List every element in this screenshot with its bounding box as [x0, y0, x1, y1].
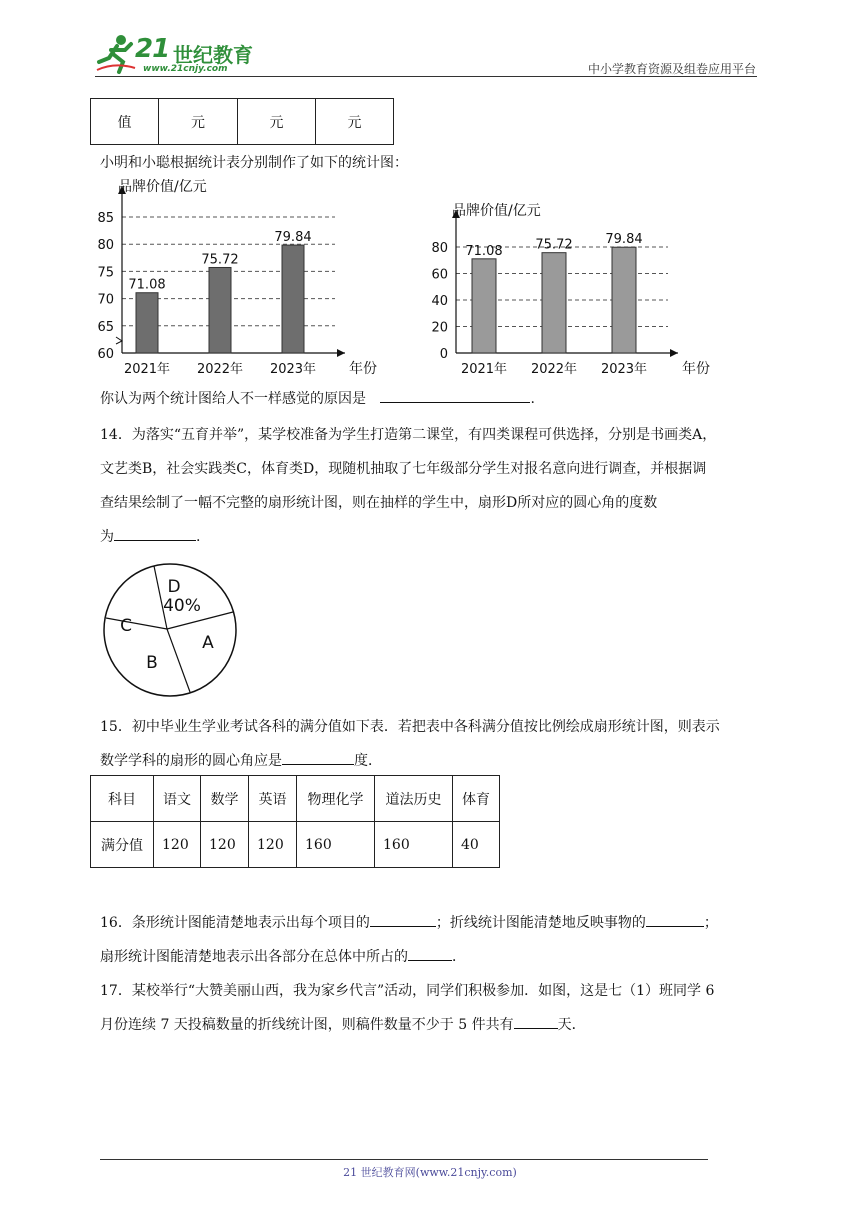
x-tick-label: 2021年 [123, 362, 171, 377]
q14-line3: 查结果绘制了一幅不完整的扇形统计图，则在抽样的学生中，扇形D所对应的圆心角的度数 [100, 495, 658, 511]
q15-line2-text: 数学学科的扇形的圆心角应是 [100, 753, 282, 769]
data-label: 71.08 [465, 243, 503, 259]
slice-percent-d: 40% [163, 596, 201, 616]
q15-line1: 15．初中毕业生学业考试各科的满分值如下表．若把表中各科满分值按比例绘成扇形统计图，则表示 [100, 719, 720, 735]
answer-blank[interactable] [514, 1014, 558, 1029]
y-tick-label: 80 [97, 238, 114, 254]
axis-break [116, 337, 122, 344]
data-label: 75.72 [535, 237, 573, 253]
data-label: 75.72 [201, 252, 239, 268]
answer-blank[interactable] [380, 388, 530, 403]
table-cell: 元 [159, 99, 238, 145]
y-tick-label: 65 [97, 319, 114, 335]
footer-text: 21 世纪教育网(www.21cnjy.com) [343, 1166, 517, 1179]
q16-line2 [100, 946, 466, 966]
platform-title: 中小学教育资源及组卷应用平台 [587, 62, 756, 76]
runner-icon [95, 32, 137, 76]
bar [209, 267, 231, 353]
table-cell: 英语 [249, 776, 297, 822]
q16-line2-b: ． [452, 949, 466, 965]
q17-line2 [100, 1014, 586, 1034]
x-axis-label: 年份 [349, 361, 377, 377]
table-cell: 科目 [91, 776, 154, 822]
q14-line4: 为 . [100, 526, 200, 546]
table-cell: 元 [316, 99, 394, 145]
table-cell: 道法历史 [375, 776, 453, 822]
y-axis-label: 品牌价值/亿元 [118, 179, 207, 195]
x-tick-label: 2022年 [196, 362, 244, 377]
q15-line2-suffix: 度． [354, 753, 382, 769]
q15-line2 [100, 750, 382, 770]
logo-url: www.21cnjy.com [143, 64, 228, 74]
slice-label-b: B [146, 653, 158, 673]
table-cell: 物理化学 [297, 776, 375, 822]
bar [282, 245, 304, 353]
answer-blank[interactable] [408, 946, 452, 961]
y-axis-label: 品牌价值/亿元 [452, 203, 541, 219]
q17-line1: 17．某校举行“大赞美丽山西，我为家乡代言”活动，同学们积极参加．如图，这是七（1）班同学 6 [100, 983, 715, 999]
q16-line1-c: ； [703, 915, 718, 931]
y-tick-label: 75 [97, 265, 114, 281]
q13-question: 你认为两个统计图给人不一样感觉的原因是 . [100, 388, 535, 408]
y-tick-label: 40 [431, 294, 448, 309]
y-tick-label: 70 [97, 292, 114, 308]
q14-line2: 文艺类B，社会实践类C，体育类D，现随机抽取了七年级部分学生对报名意向进行调查，并根据调 [100, 461, 707, 477]
bar [472, 259, 496, 353]
y-tick-label: 85 [97, 211, 114, 226]
bar-chart-truncated [90, 172, 380, 382]
x-tick-label: 2022年 [530, 362, 578, 377]
q16-line1-a: 16．条形统计图能清楚地表示出每个项目的 [100, 915, 370, 931]
answer-blank[interactable] [370, 912, 436, 927]
table-header-row [91, 776, 500, 822]
answer-blank[interactable] [114, 526, 196, 541]
x-tick-label: 2021年 [460, 362, 508, 377]
slice-label-c: C [120, 616, 132, 636]
table-cell: 120 [249, 822, 297, 868]
q14-line4-text: 为 [100, 529, 114, 545]
table-cell: 语文 [154, 776, 201, 822]
slice-label-a: A [202, 633, 214, 653]
q16-line2-a: 扇形统计图能清楚地表示出各部分在总体中所占的 [100, 949, 408, 965]
data-label: 79.84 [605, 232, 643, 248]
y-tick-label: 20 [431, 320, 448, 336]
full-score-table [90, 775, 500, 868]
data-label: 71.08 [128, 277, 166, 293]
q17-line2-suffix: 天． [557, 1017, 586, 1033]
x-tick-label: 2023年 [269, 362, 317, 377]
table-row [91, 822, 500, 868]
y-tick-label: 80 [431, 241, 448, 256]
table-cell: 40 [453, 822, 500, 868]
q13-intro: 小明和小聪根据统计表分别制作了如下的统计图： [100, 155, 408, 171]
table-cell: 120 [154, 822, 201, 868]
q16-line1 [100, 912, 718, 932]
slice-label-d: D [167, 577, 181, 597]
answer-blank[interactable] [646, 912, 704, 927]
value-table-fragment [90, 98, 394, 145]
footer-divider [100, 1159, 708, 1160]
table-cell: 满分值 [91, 822, 154, 868]
table-cell: 元 [238, 99, 316, 145]
q17-line2-text: 月份连续 7 天投稿数量的折线统计图，则稿件数量不少于 5 件共有 [100, 1017, 514, 1033]
y-tick-label: 0 [439, 347, 448, 362]
bar-chart-full [420, 196, 710, 382]
bar [612, 247, 636, 353]
answer-blank[interactable] [282, 750, 354, 765]
x-axis-arrow [337, 349, 345, 357]
x-axis-arrow [670, 349, 678, 357]
table-cell: 值 [91, 99, 159, 145]
table-cell: 160 [375, 822, 453, 868]
y-tick-label: 60 [97, 347, 114, 362]
q13-question-text: 你认为两个统计图给人不一样感觉的原因是 [100, 391, 366, 407]
data-label: 79.84 [274, 230, 312, 246]
logo-number: 21 [135, 34, 170, 64]
x-axis-label: 年份 [682, 361, 710, 377]
x-tick-label: 2023年 [600, 362, 648, 377]
table-cell: 160 [297, 822, 375, 868]
pie-chart [98, 558, 242, 702]
q14-line1: 14．为落实“五育并举”，某学校准备为学生打造第二课堂，有四类课程可供选择，分别是书画类A， [100, 427, 717, 443]
q16-line1-b: ；折线统计图能清楚地反映事物的 [435, 915, 646, 931]
logo-text: 世纪教育 [173, 43, 253, 67]
bar [136, 293, 158, 353]
table-cell: 数学 [201, 776, 249, 822]
bar [542, 253, 566, 353]
site-logo [95, 32, 265, 76]
table-cell: 120 [201, 822, 249, 868]
y-tick-label: 60 [431, 267, 448, 283]
header-divider [95, 76, 757, 77]
table-cell: 体育 [453, 776, 500, 822]
